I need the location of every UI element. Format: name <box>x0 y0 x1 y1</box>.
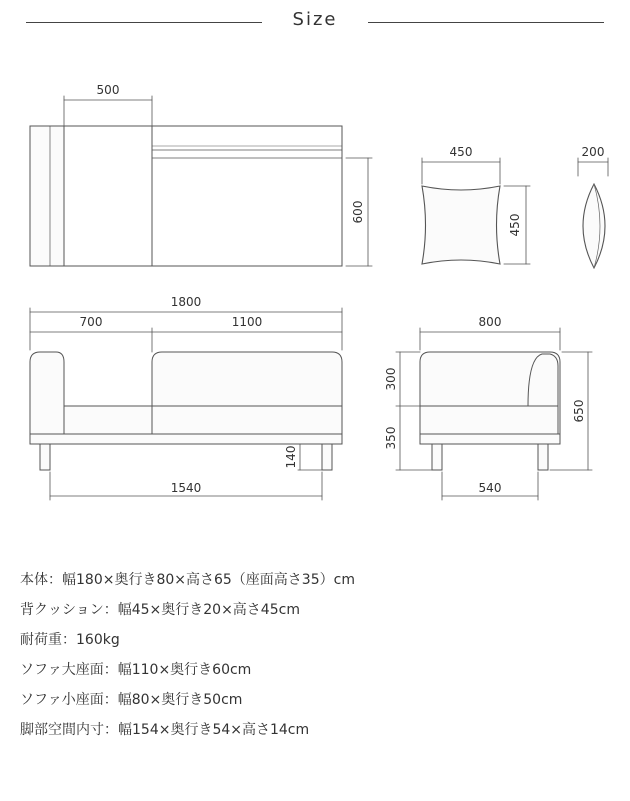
front-view-leg-right <box>322 444 332 470</box>
spec-item-leg-space: 脚部空間内寸：幅154×奥行き54×高さ14cm <box>20 722 310 738</box>
top-view-small-seat <box>64 126 152 266</box>
header-title: Size <box>292 9 338 30</box>
dim-label-300: 300 <box>384 367 398 391</box>
dim-label-450-height: 450 <box>508 213 522 237</box>
dim-label-1540: 1540 <box>170 481 202 495</box>
dim-label-1800: 1800 <box>170 295 202 309</box>
front-view-small-seat <box>64 406 152 434</box>
spec-item-load-capacity: 耐荷重：160kg <box>20 632 120 648</box>
front-view <box>30 295 342 500</box>
top-view-armrest <box>30 126 64 266</box>
front-view-armrest <box>30 352 64 440</box>
spec-list <box>20 565 620 745</box>
cushion-shape <box>422 186 500 264</box>
cushion-side-shape <box>583 184 605 268</box>
front-view-large-seat <box>152 406 342 434</box>
dim-label-600: 600 <box>351 200 365 224</box>
top-view-outline <box>30 126 342 266</box>
dim-top-width <box>64 96 152 126</box>
dim-label-1100: 1100 <box>231 315 263 329</box>
front-view-leg-left <box>40 444 50 470</box>
side-view-leg-left <box>432 444 442 470</box>
dim-label-800: 800 <box>478 315 502 329</box>
side-view-base <box>420 434 560 444</box>
dim-label-350: 350 <box>384 426 398 450</box>
dim-label-500: 500 <box>96 83 120 97</box>
spec-item-body: 本体：幅180×奥行き80×高さ65（座面高さ35）cm <box>20 572 355 588</box>
dim-label-200: 200 <box>581 145 605 159</box>
front-view-base <box>30 434 342 444</box>
dim-label-140: 140 <box>284 445 298 469</box>
cushion-side-view <box>578 145 608 268</box>
cushion-front-view <box>422 145 530 264</box>
side-view-leg-right <box>538 444 548 470</box>
side-view <box>384 315 592 500</box>
spec-item-large-seat: ソファ大座面：幅110×奥行き60cm <box>20 662 252 678</box>
dim-label-540: 540 <box>478 481 502 495</box>
top-view <box>30 83 372 266</box>
side-view-seat <box>420 406 558 434</box>
dim-label-700: 700 <box>79 315 103 329</box>
spec-item-small-seat: ソファ小座面：幅80×奥行き50cm <box>20 692 243 708</box>
spec-item-back-cushion: 背クッション：幅45×奥行き20×高さ45cm <box>20 602 300 618</box>
dim-label-650: 650 <box>572 399 586 423</box>
dim-label-450-width: 450 <box>449 145 473 159</box>
